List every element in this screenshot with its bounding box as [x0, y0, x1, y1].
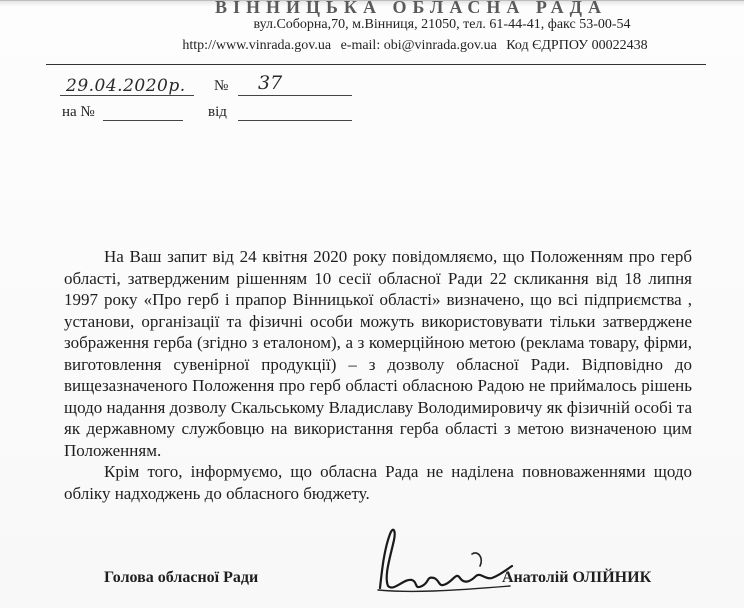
- registration-number-line: [238, 95, 352, 96]
- registration-number: 37: [258, 72, 283, 94]
- reference-date-line: [238, 120, 352, 121]
- reference-number-label: на №: [62, 104, 95, 120]
- letterhead-contacts: [0, 38, 744, 54]
- body-paragraph: Крім того, інформуємо, що обласна Рада не наділена повноваженнями щодо обліку надходжень до обласного бюджету.: [64, 462, 692, 503]
- letterhead-org-name: ВІННИЦЬКА ОБЛАСНА РАДА: [214, 0, 607, 17]
- letterhead-divider: [46, 64, 706, 65]
- registration-number-label: №: [214, 78, 229, 94]
- body-paragraph: На Ваш запит від 24 квітня 2020 року повідомляємо, що Положенням про герб області, затвердженим рішенням 10 сесії обласної Ради 22 скликання від 18 липня 1997 року «Про герб і прапор Вінницької області» визначено, що всі підприємства , установи, організації та фізичні особи можуть використовувати тільки затверджене зображення герба (згідно з еталоном), а з комерційною метою (реклама товару, фірми, виготовлення сувенірної продукції) – з дозволу обласної Ради. Відповідно до вищезазначеного Положення про герб області обласною Радою не приймалось рішень щодо надання дозволу Скальському Владиславу Володимировичу як фізичній особі та як державному службовцю на використання герба області з метою визначеною цим Положенням.: [64, 247, 692, 460]
- signer-name: Анатолій ОЛІЙНИК: [502, 569, 652, 586]
- reference-number-line: [103, 120, 183, 121]
- letterhead-website: http://www.vinrada.gov.ua: [182, 38, 332, 53]
- reference-date-label: від: [208, 104, 227, 120]
- letterhead-email: e-mail: obi@vinrada.gov.ua: [340, 38, 497, 53]
- signer-title: Голова обласної Ради: [104, 569, 259, 586]
- letterhead-address: вул.Соборна,70, м.Вінниця, 21050, тел. 61-44-41, факс 53-00-54: [253, 17, 631, 32]
- letterhead-edrpou: Код ЄДРПОУ 00022438: [506, 38, 648, 53]
- registration-date-line: [60, 95, 194, 96]
- registration-date: 29.04.2020р.: [66, 76, 186, 96]
- letter-body: [64, 246, 692, 504]
